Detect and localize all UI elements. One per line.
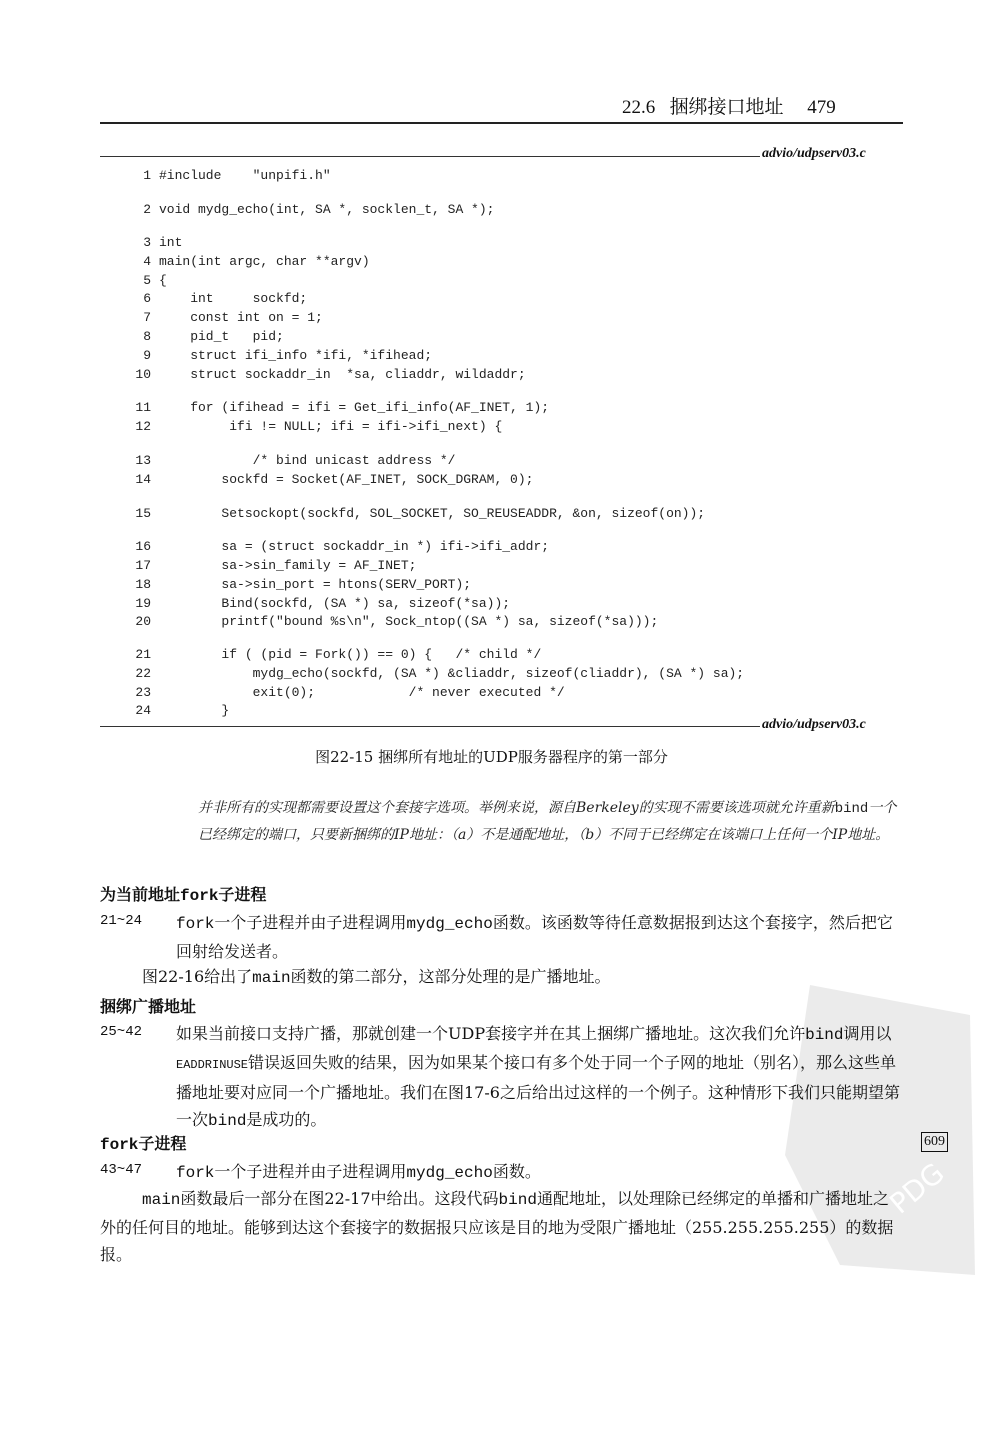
code-text: exit(0); /* never executed */ — [159, 685, 565, 700]
code-text: ifi != NULL; ifi = ifi->ifi_next) { — [159, 419, 503, 434]
code-line — [100, 665, 744, 683]
line-number: 24 — [135, 703, 151, 718]
text: 是成功的。 — [246, 1110, 327, 1129]
inline-code: mydg_echo — [406, 915, 493, 933]
note-paragraph — [198, 795, 903, 848]
code-text: printf("bound %s\n", Sock_ntop((SA *) sa, sizeof(*sa))); — [159, 614, 659, 629]
code-text: #include "unpifi.h" — [159, 168, 331, 183]
code-text: main(int argc, char **argv) — [159, 254, 370, 269]
code-line — [100, 452, 455, 470]
section-heading-fork-child — [100, 1131, 186, 1154]
code-line — [100, 538, 549, 556]
heading-text: 子进程 — [218, 885, 267, 904]
code-line — [100, 234, 182, 252]
code-bottom-rule — [100, 726, 760, 727]
header-rule — [100, 122, 903, 124]
line-number: 14 — [135, 472, 151, 487]
line-number: 23 — [135, 685, 151, 700]
line-number: 9 — [143, 348, 151, 363]
code-text: sa->sin_family = AF_INET; — [159, 558, 417, 573]
inline-code: main — [252, 969, 291, 987]
text: 函数。该函数等待任意数据报到达这个套接字，然后把它回射给发送者。 — [176, 913, 893, 961]
line-number: 21 — [135, 647, 151, 662]
text: 调用以 — [843, 1024, 892, 1043]
code-line — [100, 201, 494, 219]
heading-code: fork — [180, 887, 219, 905]
code-text: int — [159, 235, 183, 250]
code-line — [100, 595, 510, 613]
line-number: 10 — [135, 367, 151, 382]
page-number: 479 — [807, 97, 836, 118]
inline-code: bind — [805, 1026, 844, 1044]
code-line — [100, 646, 541, 664]
inline-code: fork — [176, 1164, 215, 1182]
line-number: 18 — [135, 577, 151, 592]
section-heading-fork-current — [100, 882, 266, 905]
inline-code: bind — [498, 1191, 537, 1209]
code-text: if ( (pid = Fork()) == 0) { /* child */ — [159, 647, 542, 662]
text: 函数的第二部分，这部分处理的是广播地址。 — [290, 967, 611, 986]
line-number: 11 — [135, 400, 151, 415]
line-number: 17 — [135, 558, 151, 573]
line-number: 8 — [143, 329, 151, 344]
line-number: 7 — [143, 310, 151, 325]
code-text: for (ifihead = ifi = Get_ifi_info(AF_INET, 1); — [159, 400, 550, 415]
code-text: sockfd = Socket(AF_INET, SOCK_DGRAM, 0); — [159, 472, 534, 487]
line-range: 43~47 — [100, 1162, 143, 1178]
line-number: 4 — [143, 254, 151, 269]
code-text: mydg_echo(sockfd, (SA *) &cliaddr, sizeof(cliaddr), (SA *) sa); — [159, 666, 745, 681]
code-line — [100, 347, 432, 365]
line-range: 21~24 — [100, 913, 143, 929]
code-text: sa = (struct sockaddr_in *) ifi->ifi_addr; — [159, 539, 550, 554]
code-line — [100, 471, 533, 489]
code-text: void mydg_echo(int, SA *, socklen_t, SA *); — [159, 202, 495, 217]
line-number: 16 — [135, 539, 151, 554]
code-line — [100, 272, 167, 290]
section-heading-bind-broadcast: 捆绑广播地址 — [100, 997, 197, 1016]
code-text: /* bind unicast address */ — [159, 453, 456, 468]
margin-page-reference: 609 — [921, 1132, 948, 1152]
line-number: 6 — [143, 291, 151, 306]
code-file-label-top: advio/udpserv03.c — [762, 146, 866, 161]
code-line — [100, 576, 471, 594]
inline-code: fork — [176, 915, 215, 933]
line-number: 15 — [135, 506, 151, 521]
text: 函数。 — [492, 1162, 541, 1181]
line-number: 2 — [143, 202, 151, 217]
note-text: 一个已经绑定的端口，只要新捆绑的IP地址：（a）不是通配地址，（b）不同于已经绑定在该端口上任何一个IP地址。 — [198, 800, 897, 843]
line-number: 20 — [135, 614, 151, 629]
heading-code: fork — [100, 1136, 139, 1154]
code-text: const int on = 1; — [159, 310, 323, 325]
line-number: 22 — [135, 666, 151, 681]
code-line — [100, 399, 549, 417]
line-number: 5 — [143, 273, 151, 288]
running-header — [622, 92, 836, 119]
note-code: bind — [834, 801, 869, 817]
code-line — [100, 613, 658, 631]
watermark-text: PDG — [883, 1156, 951, 1221]
code-text: pid_t pid; — [159, 329, 284, 344]
code-line — [100, 309, 323, 327]
code-text: struct sockaddr_in *sa, cliaddr, wildaddr; — [159, 367, 526, 382]
section-title: 捆绑接口地址 — [669, 97, 784, 118]
text: 一个子进程并由子进程调用 — [214, 1162, 407, 1181]
note-text: 并非所有的实现都需要设置这个套接字选项。举例来说，源自Berkeley的实现不需要该选项就允许重新 — [198, 800, 835, 816]
code-line — [100, 505, 705, 523]
paragraph-fork — [176, 909, 904, 965]
code-line — [100, 684, 565, 702]
figure-caption: 图22-15 捆绑所有地址的UDP服务器程序的第一部分 — [315, 748, 668, 766]
section-number: 22.6 — [622, 97, 656, 118]
inline-code: mydg_echo — [406, 1164, 493, 1182]
code-line — [100, 328, 284, 346]
code-line — [100, 418, 502, 436]
code-text: struct ifi_info *ifi, *ifihead; — [159, 348, 433, 363]
text: 一个子进程并由子进程调用 — [214, 913, 407, 932]
code-text: sa->sin_port = htons(SERV_PORT); — [159, 577, 472, 592]
text: 如果当前接口支持广播，那就创建一个UDP套接字并在其上捆绑广播地址。这次我们允许 — [176, 1024, 806, 1043]
text: 函数最后一部分在图22-17中给出。这段代码 — [180, 1189, 499, 1208]
inline-code: bind — [208, 1112, 247, 1130]
code-text: int sockfd; — [159, 291, 308, 306]
line-number: 1 — [143, 168, 151, 183]
code-line — [100, 366, 526, 384]
code-top-rule — [100, 156, 760, 157]
code-line — [100, 557, 416, 575]
heading-text: 为当前地址 — [100, 885, 181, 904]
code-text: Setsockopt(sockfd, SOL_SOCKET, SO_REUSEADDR, &on, sizeof(on)); — [159, 506, 706, 521]
code-line — [100, 167, 331, 185]
code-line — [100, 702, 229, 720]
inline-code: EADDRINUSE — [176, 1058, 249, 1072]
line-number: 19 — [135, 596, 151, 611]
code-line — [100, 253, 370, 271]
line-range: 25~42 — [100, 1024, 143, 1040]
line-number: 13 — [135, 453, 151, 468]
text: 错误返回失败的结果，因为如果某个接口有多个处于同一个子网的地址（别名），那么这些单播地址要对应同一个广播地址。我们在图17-6之后给出过这样的一个例子。这种情形下我们只能期望第一次 — [176, 1053, 900, 1129]
code-text: Bind(sockfd, (SA *) sa, sizeof(*sa)); — [159, 596, 511, 611]
code-text: } — [159, 703, 230, 718]
line-number: 12 — [135, 419, 151, 434]
watermark-seal — [780, 975, 980, 1285]
code-text: { — [159, 273, 167, 288]
line-number: 3 — [143, 235, 151, 250]
text: 通配地址，以处理除已经绑定的单播和广播地址之外的任何目的地址。能够到达这个套接字的数据报只应该是目的地为受限广播地址（255.255.255.255）的数据报。 — [100, 1189, 894, 1264]
code-line — [100, 290, 307, 308]
inline-code: main — [142, 1191, 181, 1209]
heading-text: 子进程 — [138, 1134, 187, 1153]
text: 图22-16给出了 — [142, 967, 253, 986]
code-file-label-bottom: advio/udpserv03.c — [762, 717, 866, 732]
